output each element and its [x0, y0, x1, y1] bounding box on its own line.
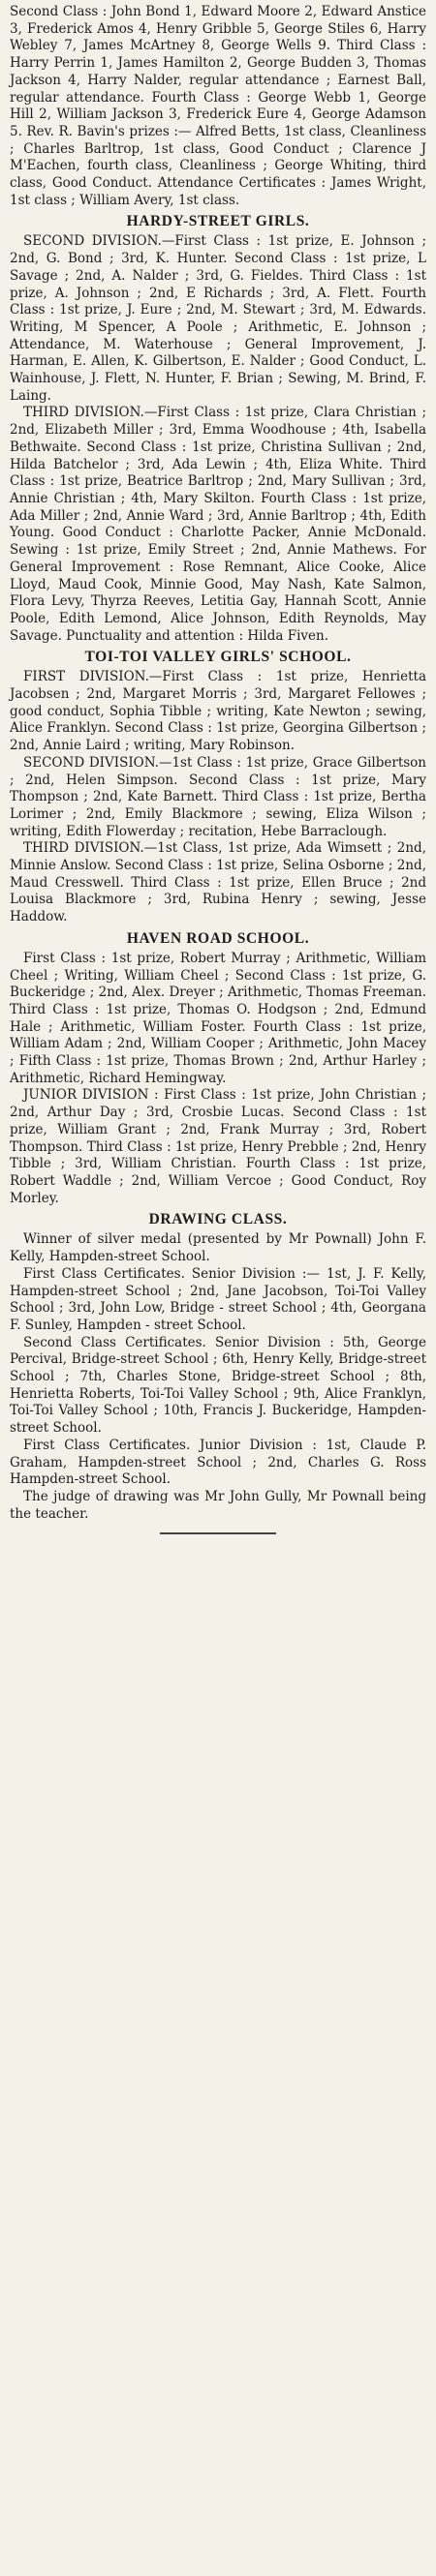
hardy-second-division: SECOND DIVISION.—First Class : 1st prize, E. Johnson ; 2nd, G. Bond ; 3rd, K. Hunter. Second Class : 1st prize, L Savage ; 2nd, A. Nalder ; 3rd, G. Fieldes. Third Class : 1st prize, A. Johnson ; 2nd, E Richards ; 3rd, A. Flett. Fourth Class : 1st prize, J. Eure ; 2nd, M. Stewart ; 3rd, M. Edwards. Writing, M Spencer, A Poole ; Arithmetic, E. Johnson ; Attendance, M. Waterhouse ; General Improvement, J. Harman, E. Allen, K. Gilbertson, E. Nalder ; Good Conduct, L. Wainhouse, J. Flett, N. Hunter, F. Brian ; Sewing, M. Brind, F. Laing. [10, 233, 426, 404]
toitoi-third-division: THIRD DIVISION.—1st Class, 1st prize, Ada Wimsett ; 2nd, Minnie Anslow. Second Class : 1st prize, Selina Osborne ; 2nd, Maud Cresswell. Third Class : 1st prize, Ellen Bruce ; 2nd Louisa Blackmore ; 3rd, Rubina Henry ; sewing, Jesse Haddow. [10, 840, 426, 925]
haven-junior-division: JUNIOR DIVISION : First Class : 1st prize, John Christian ; 2nd, Arthur Day ; 3rd, Crosbie Lucas. Second Class : 1st prize, William Grant ; 2nd, Frank Murray ; 3rd, Robert Thompson. Third Class : 1st prize, Henry Prebble ; 2nd, Henry Tibble ; 3rd, William Christian. Fourth Class : 1st prize, Robert Waddle ; 2nd, William Vercoe ; Good Conduct, Roy Morley. [10, 1087, 426, 1206]
heading-drawing-class: DRAWING CLASS. [148, 1211, 288, 1228]
drawing-second-class-senior: Second Class Certificates. Senior Division : 5th, George Percival, Bridge-street School ; 6th, Henry Kelly, Bridge-street School ; 7th, Charles Stone, Bridge-street School ; 8th, Henrietta Roberts, Toi-Toi Valley School ; 9th, Alice Franklyn, Toi-Toi Valley School ; 10th, Francis J. Buckeridge, Hampden-street School. [10, 1334, 426, 1437]
toitoi-first-division: FIRST DIVISION.—First Class : 1st prize, Henrietta Jacobsen ; 2nd, Margaret Morris ; 3rd, Margaret Fellowes ; good conduct, Sophia Tibble ; writing, Kate Newton ; sewing, Alice Franklyn. Second Class : 1st prize, Georgina Gilbertson ; 2nd, Annie Laird ; writing, Mary Robinson. [10, 669, 426, 754]
drawing-first-class-junior: First Class Certificates. Junior Division : 1st, Claude P. Graham, Hampden-street School ; 2nd, Charles G. Ross Hampden-street School. [10, 1437, 426, 1488]
heading-hardy-street-girls: HARDY-STREET GIRLS. [126, 213, 310, 230]
drawing-judge-note: The judge of drawing was Mr John Gully, Mr Pownall being the teacher. [10, 1488, 426, 1522]
drawing-first-class-senior: First Class Certificates. Senior Division :— 1st, J. F. Kelly, Hampden-street School ; 2nd, Jane Jacobson, Toi-Toi Valley School ; 3rd, John Low, Bridge - street School ; 4th, Georgana F. Sunley, Hampden - street School. [10, 1265, 426, 1333]
end-rule-divider [160, 1532, 276, 1534]
haven-senior-classes: First Class : 1st prize, Robert Murray ; Arithmetic, William Cheel ; Writing, William Cheel ; Second Class : 1st prize, G. Buckeridge ; 2nd, Alex. Dreyer ; Arithmetic, Thomas Freeman. Third Class : 1st prize, Thomas O. Hodgson ; 2nd, Edmund Hale ; Arithmetic, William Foster. Fourth Class : 1st prize, William Adam ; 2nd, William Cooper ; Arithmetic, John Macey ; Fifth Class : 1st prize, Thomas Brown ; 2nd, Arthur Harley ; Arithmetic, Richard Hemingway. [10, 950, 426, 1086]
heading-haven-road-school: HAVEN ROAD SCHOOL. [126, 929, 310, 947]
drawing-silver-medal: Winner of silver medal (presented by Mr Pownall) John F. Kelly, Hampden-street School. [10, 1231, 426, 1265]
hardy-third-division: THIRD DIVISION.—First Class : 1st prize, Clara Christian ; 2nd, Elizabeth Miller ; 3rd, Emma Woodhouse ; 4th, Isabella Bethwaite. Second Class : 1st prize, Christina Sullivan ; 2nd, Hilda Batchelor ; 3rd, Ada Lewin ; 4th, Eliza White. Third Class : 1st prize, Beatrice Barltrop ; 2nd, Mary Sullivan ; 3rd, Annie Christian ; 4th, Mary Skilton. Fourth Class : 1st prize, Ada Miller ; 2nd, Annie Ward ; 3rd, Annie Barltrop ; 4th, Edith Young. Good Conduct : Charlotte Packer, Annie McDonald. Sewing : 1st prize, Emily Street ; 2nd, Annie Mathews. For General Improvement : Rose Remnant, Alice Cooke, Alice Lloyd, Maud Cook, Minnie Good, May Nash, Kate Salmon, Flora Levy, Thyrza Reeves, Letitia Gay, Hannah Scott, Annie Poole, Edith Lemond, Alice Johnson, Edith Reynolds, May Savage. Punctuality and attention : Hilda Fiven. [10, 405, 426, 644]
toitoi-second-division: SECOND DIVISION.—1st Class : 1st prize, Grace Gilbertson ; 2nd, Helen Simpson. Second Class : 1st prize, Mary Thompson ; 2nd, Kate Barnett. Third Class : 1st prize, Bertha Lorimer ; 2nd, Emily Blackmore ; sewing, Eliza Wilson ; writing, Edith Flowerday ; recitation, Hebe Barraclough. [10, 754, 426, 839]
intro-paragraph: Second Class : John Bond 1, Edward Moore 2, Edward Anstice 3, Frederick Amos 4, Henry Gribble 5, George Stiles 6, Harry Webley 7, James McArtney 8, George Wells 9. Third Class : Harry Perrin 1, James Hamilton 2, George Budden 3, Thomas Jackson 4, Harry Nalder, regular attendance ; Earnest Ball, regular attendance. Fourth Class : George Webb 1, George Hill 2, William Jackson 3, Frederick Eure 4, George Adamson 5. Rev. R. Bavin's prizes :— Alfred Betts, 1st class, Cleanliness ; Charles Barltrop, 1st class, Good Conduct ; Clarence J M'Eachen, fourth class, Cleanliness ; George Whiting, third class, Good Conduct. Attendance Certificates : James Wright, 1st class ; William Avery, 1st class. [10, 4, 426, 208]
heading-toi-toi-valley-girls: TOI-TOI VALLEY GIRLS' SCHOOL. [84, 649, 352, 666]
